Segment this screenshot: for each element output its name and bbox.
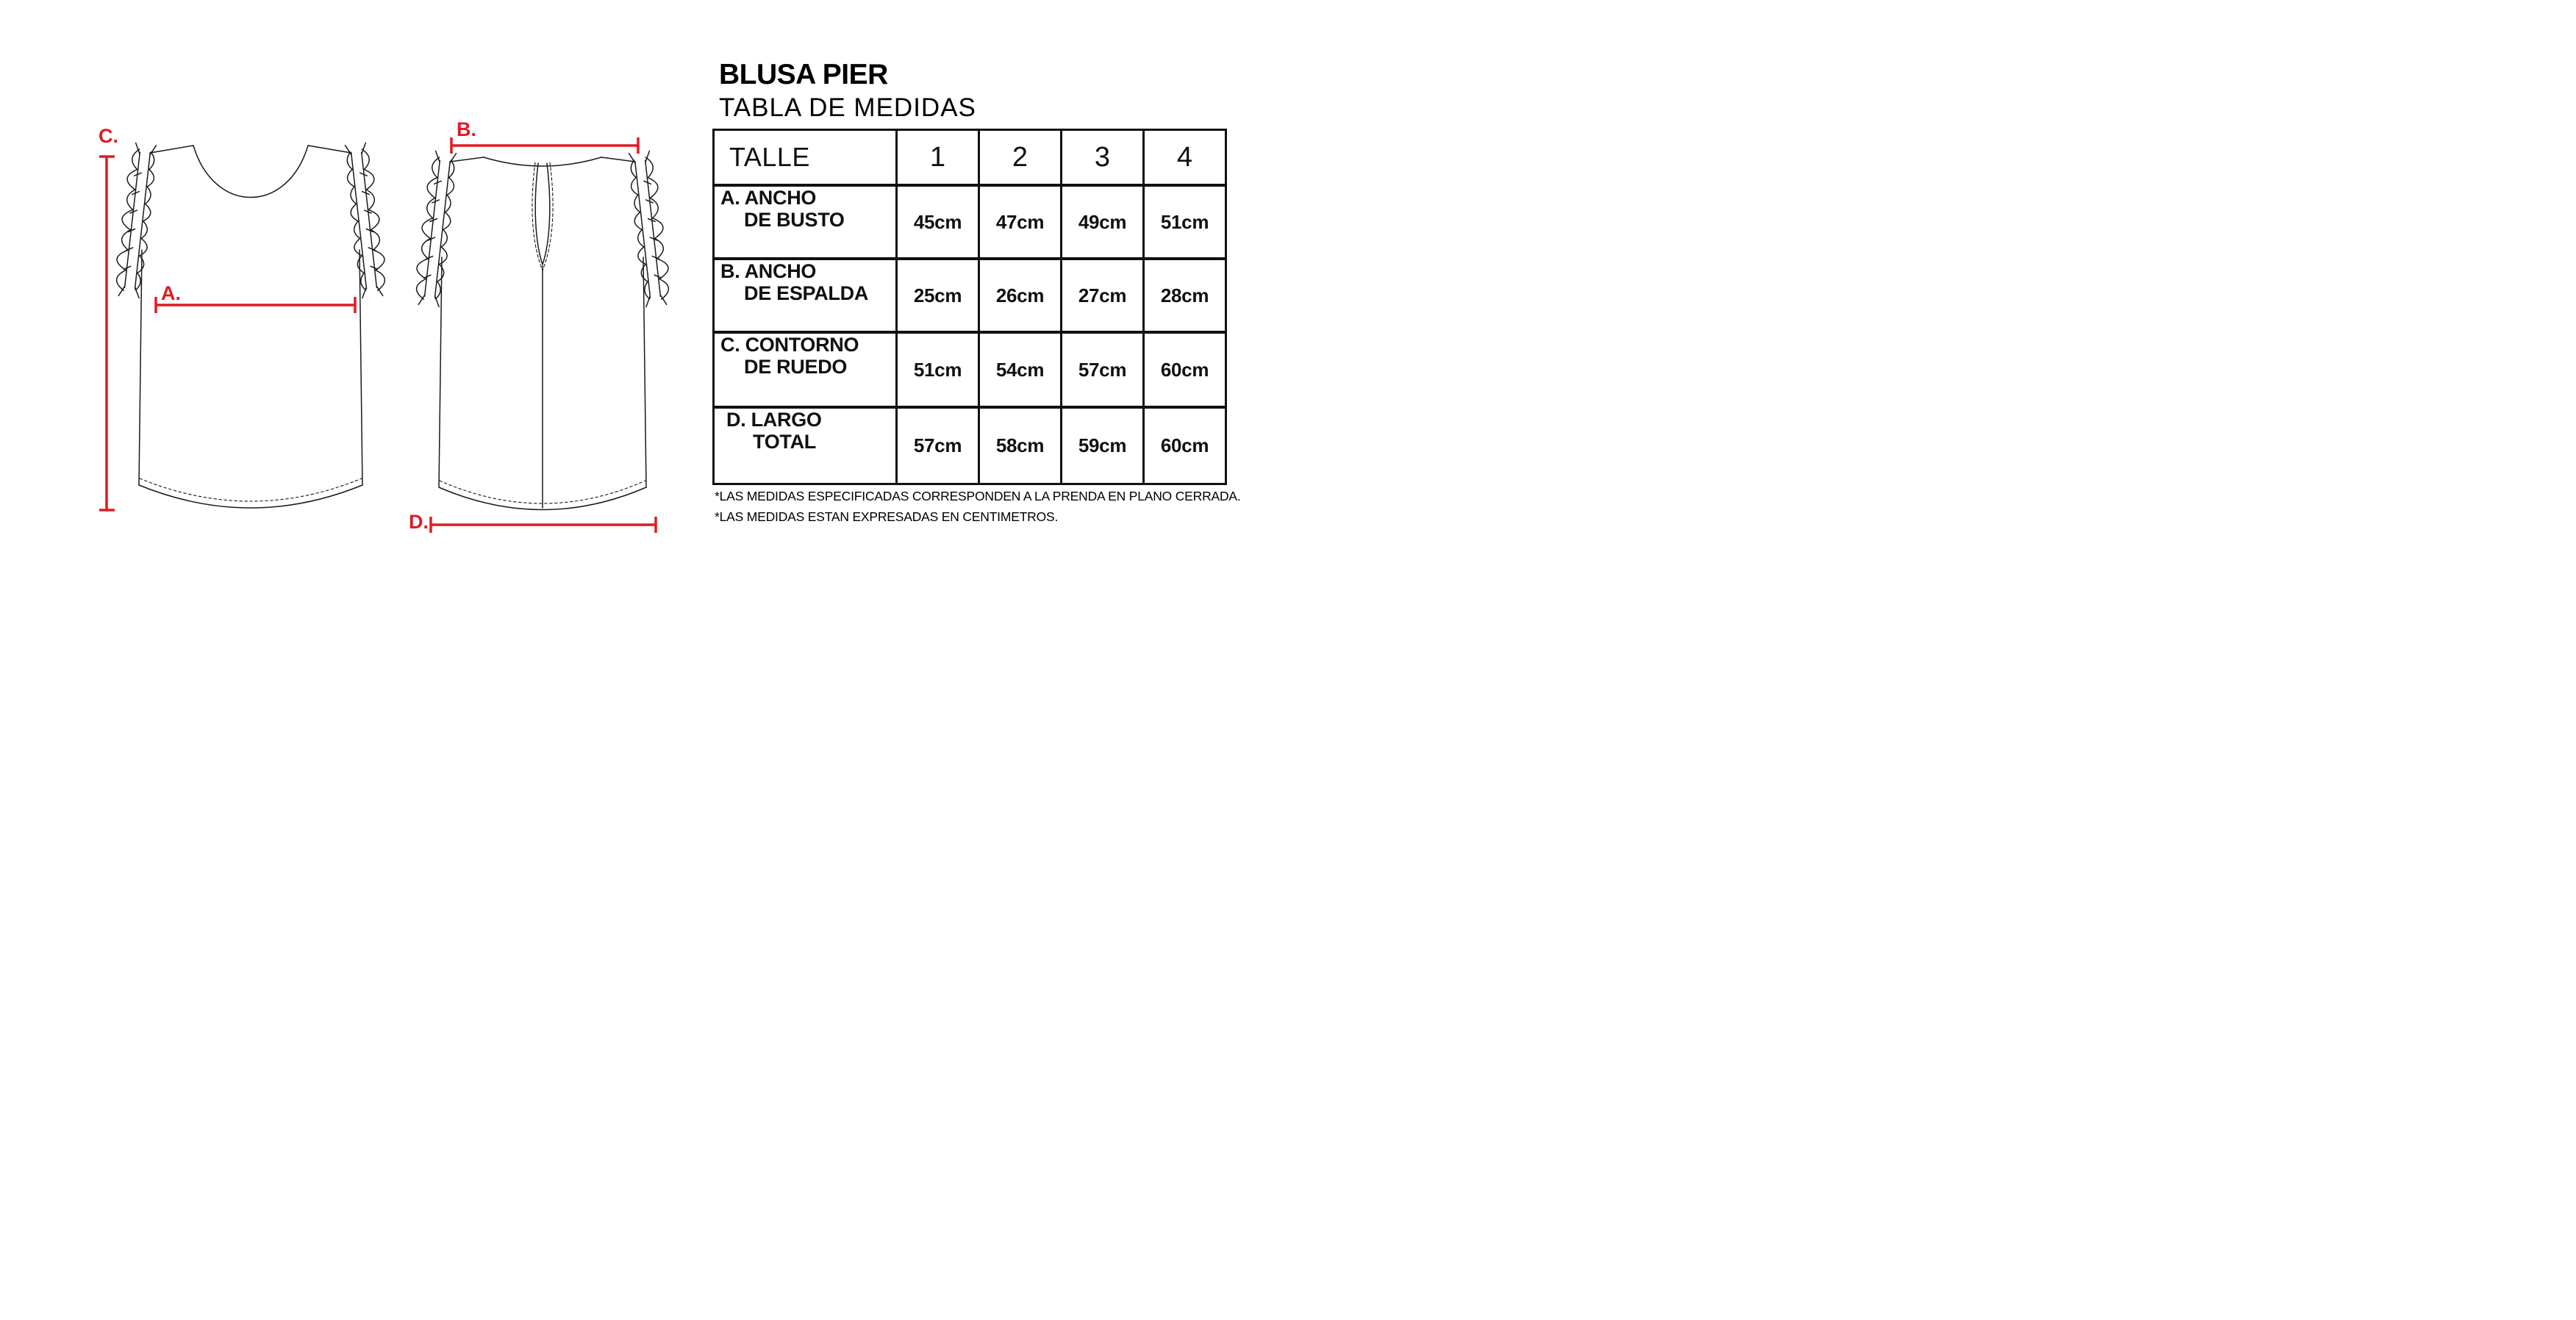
measure-value-cell: 28cm [1142, 257, 1225, 331]
measure-value-cell: 51cm [1142, 184, 1225, 257]
measure-value-cell: 47cm [978, 184, 1060, 257]
measure-label-cell [715, 257, 895, 331]
measurement-line-d [431, 517, 656, 533]
measure-label-cell [715, 184, 895, 257]
measure-label-line2: DE BUSTO [744, 209, 845, 232]
measurement-line-c [99, 157, 115, 510]
back-right-shoulder [601, 157, 635, 162]
measure-value-cell: 27cm [1060, 257, 1142, 331]
product-title: BLUSA PIER [719, 59, 888, 90]
measure-label-line1: C. CONTORNO [720, 334, 859, 356]
measurement-label-b: B. [457, 118, 476, 140]
back-keyhole-opening [535, 163, 550, 265]
measurement-line-a [156, 297, 355, 313]
front-left-shoulder [150, 146, 193, 153]
measure-value-cell: 26cm [978, 257, 1060, 331]
size-chart-sheet [0, 0, 1288, 660]
back-neckline [484, 157, 601, 166]
measurement-label-a: A. [161, 282, 181, 304]
measure-label-cell [715, 331, 895, 406]
front-right-shoulder [308, 146, 351, 153]
table-header-size-1: 1 [895, 131, 978, 184]
measure-label-cell [715, 406, 895, 483]
footnotes [715, 487, 1241, 527]
measure-value-cell: 58cm [978, 406, 1060, 483]
measure-value-cell: 57cm [1060, 331, 1142, 406]
size-table [712, 129, 1227, 485]
measure-value-cell: 60cm [1142, 331, 1225, 406]
ruffle-straps [117, 143, 669, 307]
measure-label-line2: DE ESPALDA [744, 282, 869, 305]
measure-label-line2: DE RUEDO [744, 356, 848, 379]
table-header-size-4: 4 [1142, 131, 1225, 184]
front-hem-stitch [140, 478, 362, 501]
footnote: *LAS MEDIDAS ESTAN EXPRESADAS EN CENTIMETROS. [715, 509, 1059, 524]
back-view-drawing [439, 157, 646, 510]
measure-value-cell: 57cm [895, 406, 978, 483]
garment-line-art [117, 143, 669, 510]
table-header-size-2: 2 [978, 131, 1060, 184]
measure-value-cell: 60cm [1142, 406, 1225, 483]
front-hem [139, 485, 362, 508]
measure-label-line1: D. LARGO [726, 409, 822, 431]
measure-value-cell: 25cm [895, 257, 978, 331]
measure-value-cell: 59cm [1060, 406, 1142, 483]
measurement-label-c: C. [99, 125, 118, 147]
measure-value-cell: 49cm [1060, 184, 1142, 257]
measure-label-line2: TOTAL [753, 431, 816, 453]
measurement-line-b [451, 137, 638, 154]
table-header-size-3: 3 [1060, 131, 1142, 184]
measure-value-cell: 45cm [895, 184, 978, 257]
measure-label-line1: A. ANCHO [720, 187, 817, 209]
measure-value-cell: 54cm [978, 331, 1060, 406]
footnote: *LAS MEDIDAS ESPECIFICADAS CORRESPONDEN A LA PRENDA EN PLANO CERRADA. [715, 489, 1241, 503]
sheet-subtitle: TABLA DE MEDIDAS [719, 93, 976, 122]
front-view-drawing [139, 146, 362, 508]
measurement-label-d: D. [409, 511, 429, 533]
measurement-lines [99, 137, 656, 533]
measure-label-line1: B. ANCHO [720, 260, 817, 282]
front-neckline [193, 146, 308, 198]
table-header-talle: TALLE [729, 142, 810, 172]
back-left-shoulder [450, 157, 484, 162]
measure-value-cell: 51cm [895, 331, 978, 406]
